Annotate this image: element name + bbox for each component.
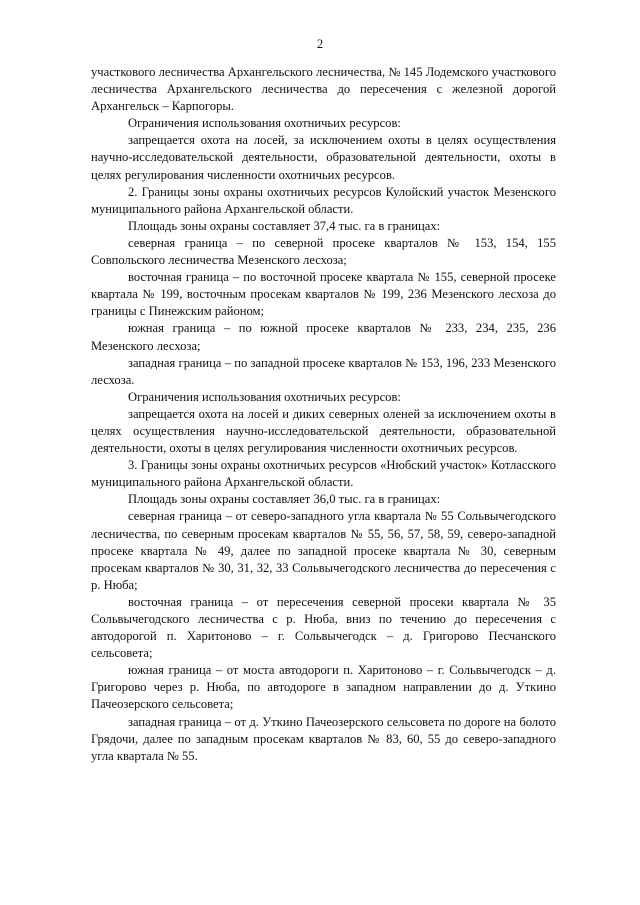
paragraph: восточная граница – от пересечения северной просеки квартала № 35 Сольвычегодского лесничества с р. Нюба, вниз по течению до пересечения с автодорогой п. Харитоново – г. Сольвычегодск – д. Григорово Песчанского сельсовета; (91, 594, 556, 661)
paragraph: Ограничения использования охотничьих ресурсов: (128, 116, 401, 131)
paragraph: участкового лесничества Архангельского лесничества, № 145 Лодемского участкового лесничества Архангельского лесничества до пересечения с железной дорогой Архангельск – Карпогоры. (91, 65, 556, 114)
paragraph: южная граница – по южной просеке кварталов № 233, 234, 235, 236 Мезенского лесхоза; (91, 321, 556, 353)
paragraph: южная граница – от моста автодороги п. Харитоново – г. Сольвычегодск – д. Григорово через р. Нюба, по автодороге в западном направлении до д. Уткино Пачеозерского сельсовета; (91, 663, 556, 712)
paragraph: Площадь зоны охраны составляет 37,4 тыс. га в границах: (128, 218, 441, 233)
paragraph: Ограничения использования охотничьих ресурсов: (128, 389, 401, 404)
paragraph: Площадь зоны охраны составляет 36,0 тыс. га в границах: (128, 492, 441, 507)
paragraph: северная граница – от северо-западного угла квартала № 55 Сольвычегодского лесничества, по северным просекам кварталов № 55, 56, 57, 58, 59, северо-западной просеке квартала № 49, далее по западной просеке квартала № 30, северным просекам кварталов № 30, 31, 32, 33 Сольвычегодского лесничества до пересечения с р. Нюба; (91, 509, 556, 592)
paragraph: 3. Границы зоны охраны охотничьих ресурсов «Нюбский участок» Котласского муниципального района Архангельской области. (91, 458, 556, 490)
paragraph: восточная граница – по восточной просеке квартала № 155, северной просеке квартала № 199, восточным просекам кварталов № 199, 236 Мезенского лесхоза до границы с Пинежским районом; (91, 270, 556, 319)
paragraph: западная граница – от д. Уткино Пачеозерского сельсовета по дороге на болото Грядочи, далее по западным просекам кварталов № 83, 60, 55 до северо-западного угла квартала № 55. (91, 714, 556, 763)
paragraph: запрещается охота на лосей и диких северных оленей за исключением охоты в целях осуществления научно-исследовательской деятельности, образовательной деятельности, охоты в целях регулирования численности охотничьих ресурсов. (91, 406, 556, 456)
paragraph: западная граница – по западной просеке кварталов № 153, 196, 233 Мезенского лесхоза. (91, 355, 556, 387)
paragraph: запрещается охота на лосей, за исключением охоты в целях осуществления научно-исследовательской деятельности, образовательной деятельности, охоты в целях регулирования численности охотничьих ресурсов. (91, 133, 556, 182)
paragraph: 2. Границы зоны охраны охотничьих ресурсов Кулойский участок Мезенского муниципального района Архангельской области. (91, 184, 556, 216)
document-body (91, 64, 556, 765)
page-number: 2 (316, 37, 324, 51)
paragraph: северная граница – по северной просеке кварталов № 153, 154, 155 Совпольского лесничества Мезенского лесхоза; (91, 235, 556, 268)
